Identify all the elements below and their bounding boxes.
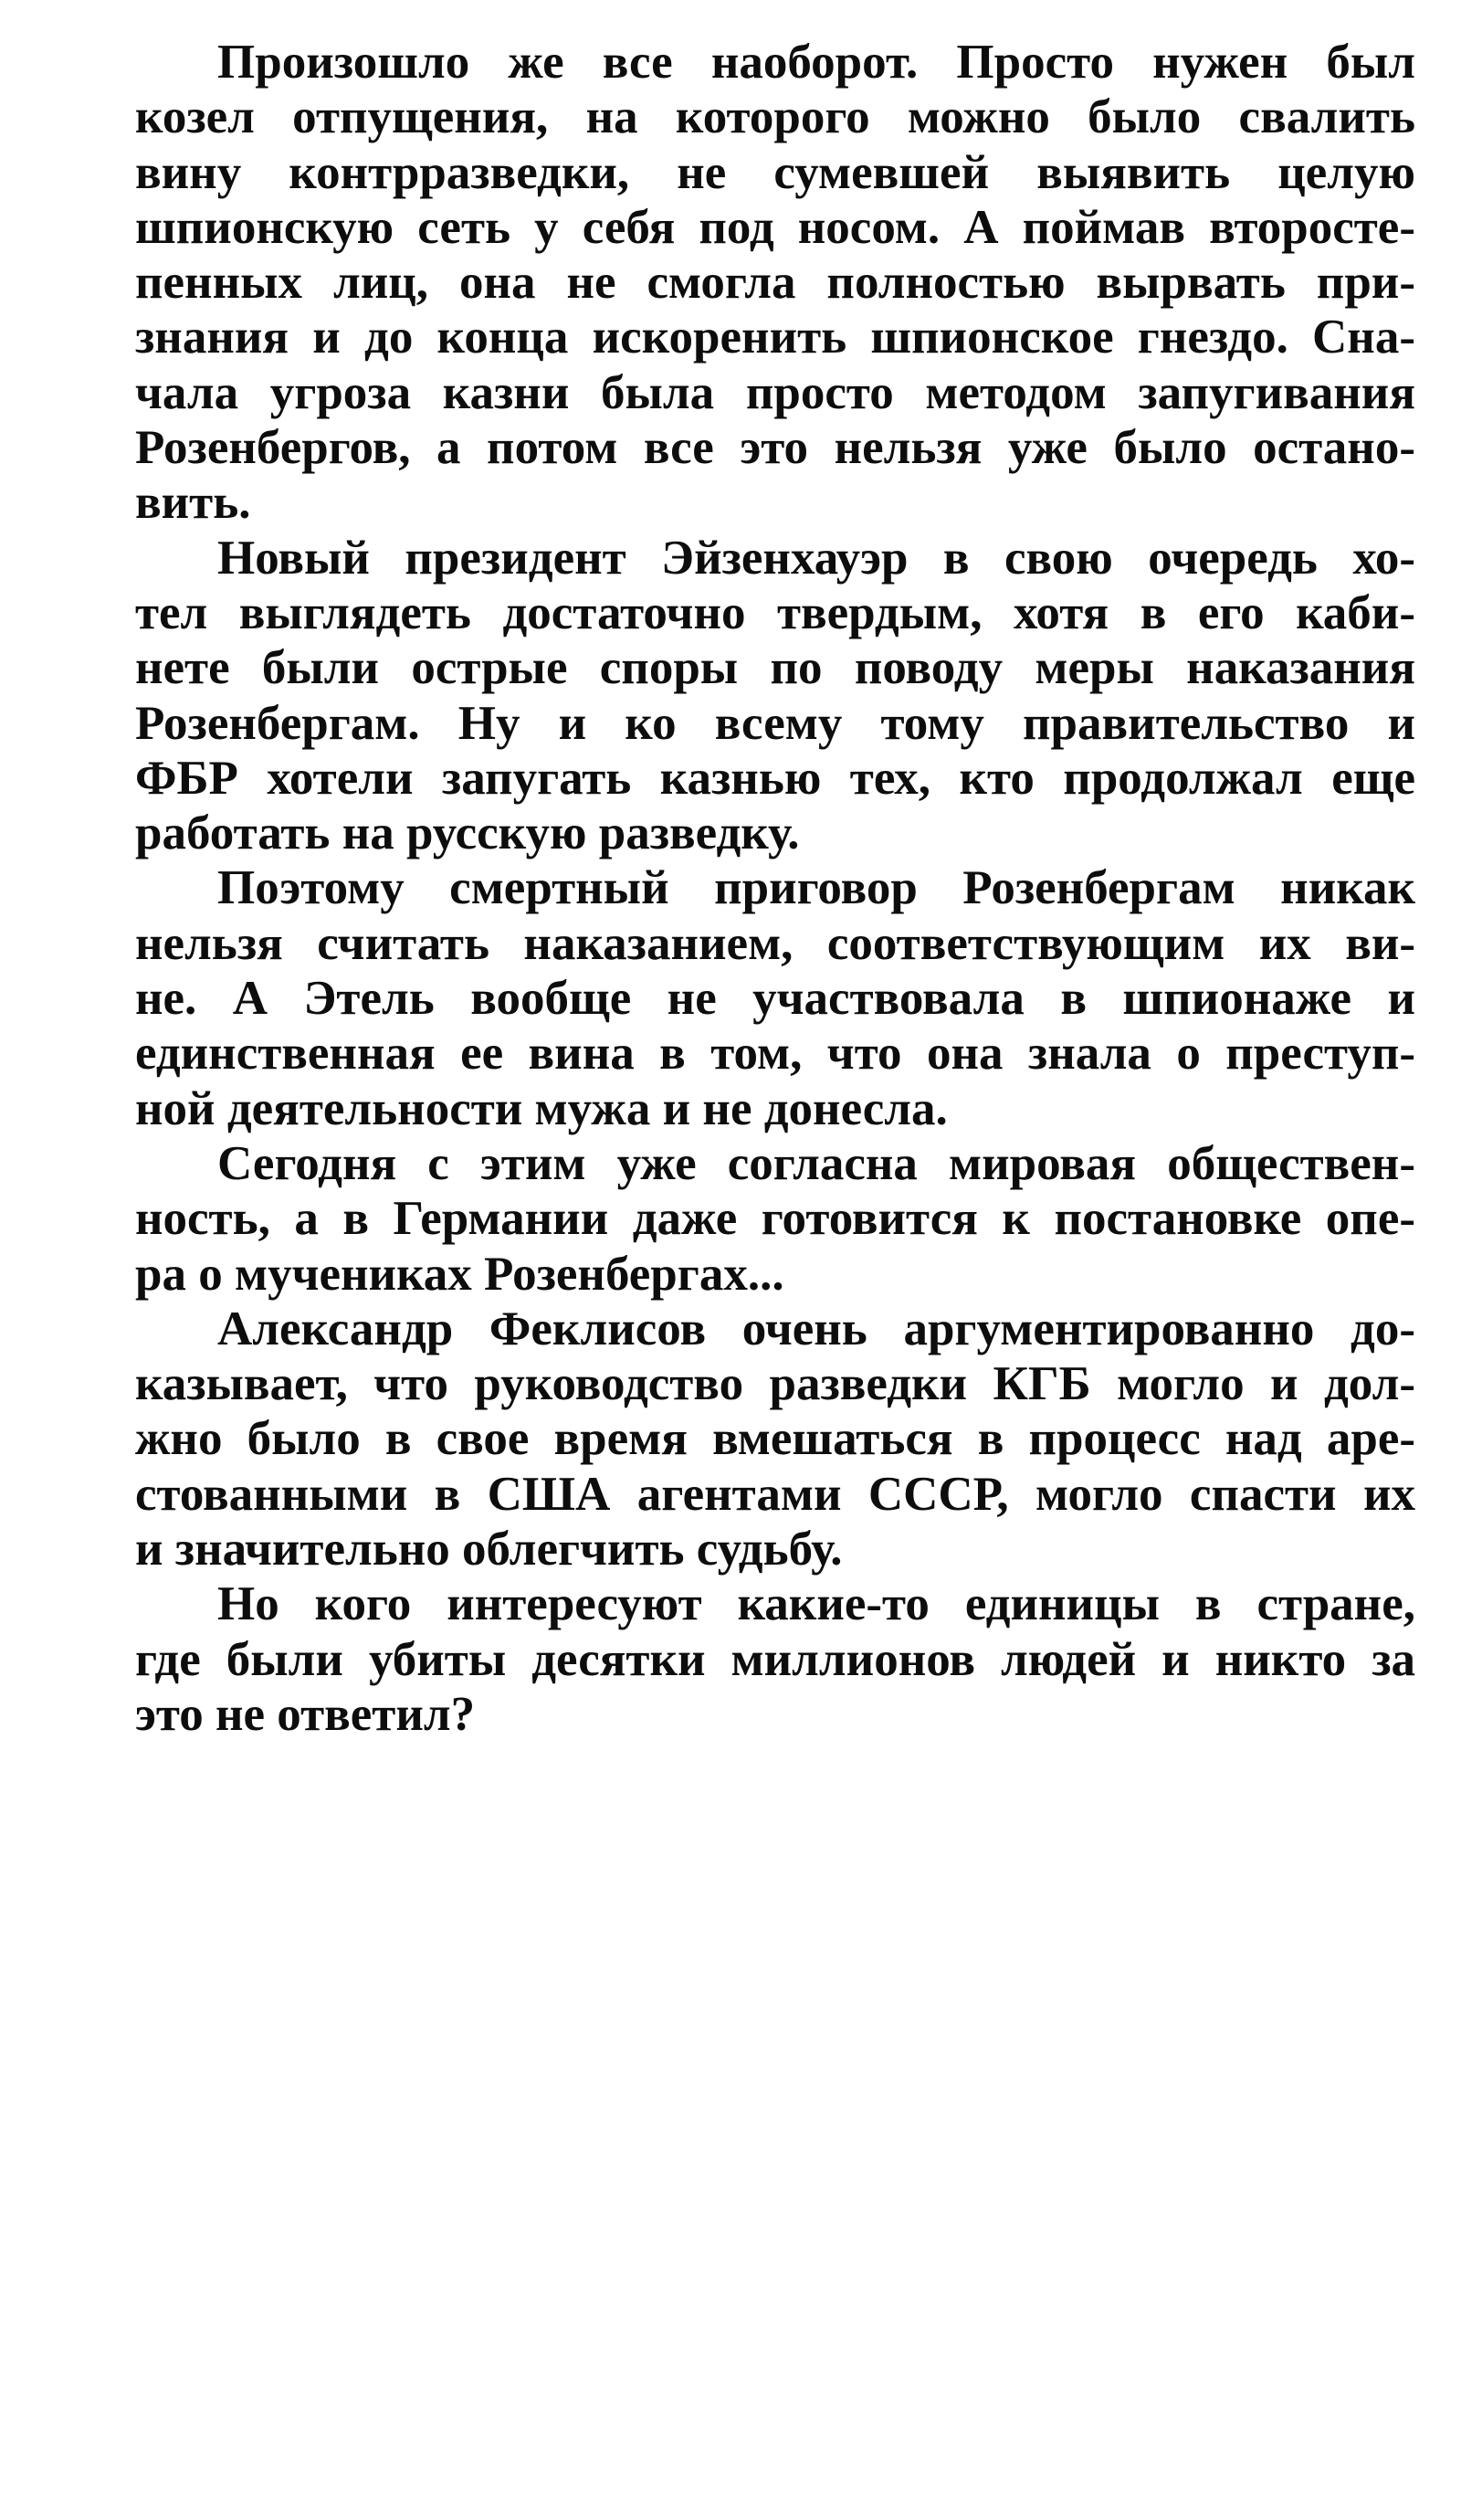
text-line: Александр Феклисов очень аргументированно до- [217, 1302, 1415, 1355]
text-line: знания и до конца искоренить шпионское гнездо. Сна- [135, 311, 1415, 364]
text-line: не. А Этель вообще не участвовала в шпионаже и [135, 972, 1415, 1026]
text-line: вить. [135, 476, 251, 530]
text-line: вину контрразведки, не сумевшей выявить целую [135, 145, 1415, 199]
text-line: это не ответил? [135, 1687, 476, 1741]
paragraph-3 [53, 860, 1415, 1135]
text-line: жно было в свое время вмешаться в процесс над аре- [135, 1412, 1415, 1466]
text-line: где были убиты десятки миллионов людей и никто за [135, 1632, 1415, 1686]
text-line: нете были острые споры по поводу меры наказания [135, 641, 1415, 695]
text-line: шпионскую сеть у себя под носом. А поймав второсте- [135, 200, 1415, 254]
text-line: ФБР хотели запугать казнью тех, кто продолжал еще [135, 751, 1415, 805]
text-line: Произошло же все наоборот. Просто нужен был [217, 36, 1415, 89]
body-text [53, 35, 1415, 1742]
text-line: Но кого интересуют какие-то единицы в стране, [217, 1577, 1415, 1631]
paragraph-4 [53, 1136, 1415, 1302]
paragraph-1 [53, 35, 1415, 531]
text-line: работать на русскую разведку. [135, 807, 800, 860]
paragraph-6 [53, 1576, 1415, 1742]
paragraph-5 [53, 1302, 1415, 1576]
text-line: нельзя считать наказанием, соответствующим их ви- [135, 916, 1415, 970]
text-line: пенных лиц, она не смогла полностью вырвать при- [135, 256, 1415, 310]
text-line: Поэтому смертный приговор Розенбергам никак [217, 861, 1415, 915]
text-line: Розенбергов, а потом все это нельзя уже было остано- [135, 421, 1415, 475]
text-line: Новый президент Эйзенхауэр в свою очередь хо- [217, 531, 1415, 585]
paragraph-2 [53, 531, 1415, 861]
text-line: ра о мучениках Розенбергах... [135, 1247, 784, 1301]
text-line: Розенбергам. Ну и ко всему тому правительство и [135, 696, 1415, 750]
text-line: казывает, что руководство разведки КГБ могло и дол- [135, 1357, 1415, 1411]
text-line: ность, а в Германии даже готовится к постановке опе- [135, 1192, 1415, 1246]
text-line: единственная ее вина в том, что она знала о преступ- [135, 1027, 1415, 1081]
text-line: козел отпущения, на которого можно было свалить [135, 90, 1415, 144]
text-line: тел выглядеть достаточно твердым, хотя в его каби- [135, 585, 1415, 639]
text-line: стованными в США агентами СССР, могло спасти их [135, 1467, 1415, 1521]
text-line: чала угроза казни была просто методом запугивания [135, 365, 1415, 419]
text-line: и значительно облегчить судьбу. [135, 1523, 843, 1576]
text-line: ной деятельности мужа и не донесла. [135, 1081, 948, 1135]
text-line: Сегодня с этим уже согласна мировая обществен- [217, 1136, 1415, 1190]
